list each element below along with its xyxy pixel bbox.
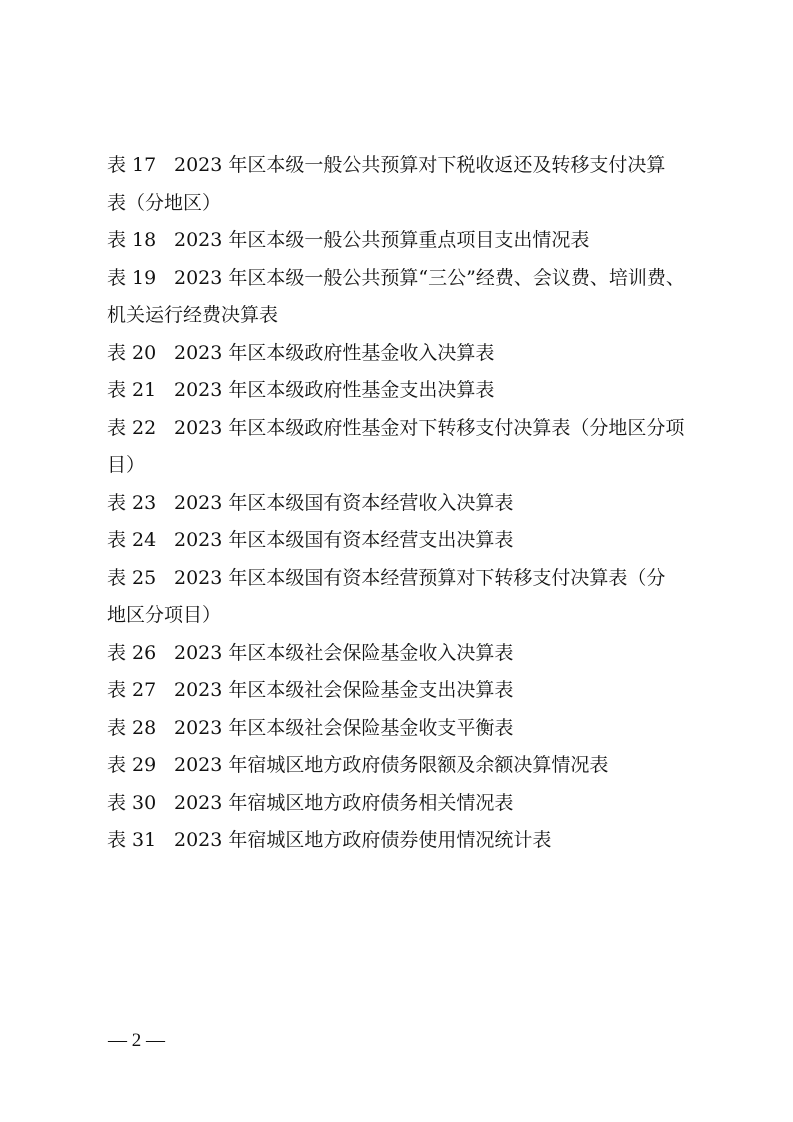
list-item <box>107 222 707 260</box>
table-number: 表 20 <box>107 341 157 364</box>
table-number: 表 22 <box>107 416 157 439</box>
list-item <box>107 260 707 335</box>
table-title: 2023 年区本级国有资本经营预算对下转移支付决算表（分 <box>174 566 666 589</box>
table-title-continued: 机关运行经费决算表 <box>107 304 279 326</box>
list-item <box>107 410 707 485</box>
page-number: — 2 — <box>108 1030 165 1051</box>
list-item <box>107 372 707 410</box>
list-item <box>107 522 707 560</box>
table-number: 表 23 <box>107 491 157 514</box>
table-title: 2023 年区本级国有资本经营支出决算表 <box>174 529 514 551</box>
table-number: 表 30 <box>107 791 157 814</box>
list-item <box>107 147 707 222</box>
list-item <box>107 785 707 823</box>
table-number: 表 29 <box>107 754 157 776</box>
table-title: 2023 年区本级一般公共预算“三公”经费、会议费、培训费、 <box>174 266 685 289</box>
list-item <box>107 747 707 785</box>
table-title: 2023 年区本级一般公共预算对下税收返还及转移支付决算 <box>174 154 666 176</box>
table-number: 表 18 <box>107 229 157 251</box>
table-title: 2023 年区本级政府性基金收入决算表 <box>174 341 495 364</box>
table-number: 表 28 <box>107 716 157 739</box>
table-title-continued: 表（分地区） <box>107 191 222 214</box>
table-title: 2023 年区本级政府性基金对下转移支付决算表（分地区分项 <box>174 416 685 439</box>
list-item <box>107 335 707 373</box>
table-number: 表 27 <box>107 679 157 701</box>
list-item <box>107 485 707 523</box>
table-list <box>107 147 707 860</box>
table-number: 表 25 <box>107 566 157 589</box>
table-title: 2023 年区本级社会保险基金支出决算表 <box>174 679 514 701</box>
table-title: 2023 年区本级国有资本经营收入决算表 <box>174 491 514 514</box>
table-number: 表 21 <box>107 379 157 401</box>
list-item <box>107 710 707 748</box>
table-title: 2023 年宿城区地方政府债务限额及余额决算情况表 <box>174 754 609 776</box>
table-title: 2023 年区本级社会保险基金收支平衡表 <box>174 716 514 739</box>
table-title: 2023 年宿城区地方政府债券使用情况统计表 <box>174 829 552 851</box>
table-number: 表 31 <box>107 829 157 851</box>
table-number: 表 26 <box>107 641 157 664</box>
list-item <box>107 560 707 635</box>
list-item <box>107 822 707 860</box>
table-number: 表 17 <box>107 154 157 176</box>
table-title: 2023 年区本级政府性基金支出决算表 <box>174 379 495 401</box>
list-item <box>107 635 707 673</box>
table-title: 2023 年区本级社会保险基金收入决算表 <box>174 641 514 664</box>
list-item <box>107 672 707 710</box>
table-title: 2023 年区本级一般公共预算重点项目支出情况表 <box>174 229 590 251</box>
table-title: 2023 年宿城区地方政府债务相关情况表 <box>174 791 514 814</box>
table-number: 表 19 <box>107 266 157 289</box>
table-title-continued: 地区分项目） <box>107 604 222 626</box>
table-title-continued: 目） <box>107 454 146 476</box>
table-number: 表 24 <box>107 529 157 551</box>
